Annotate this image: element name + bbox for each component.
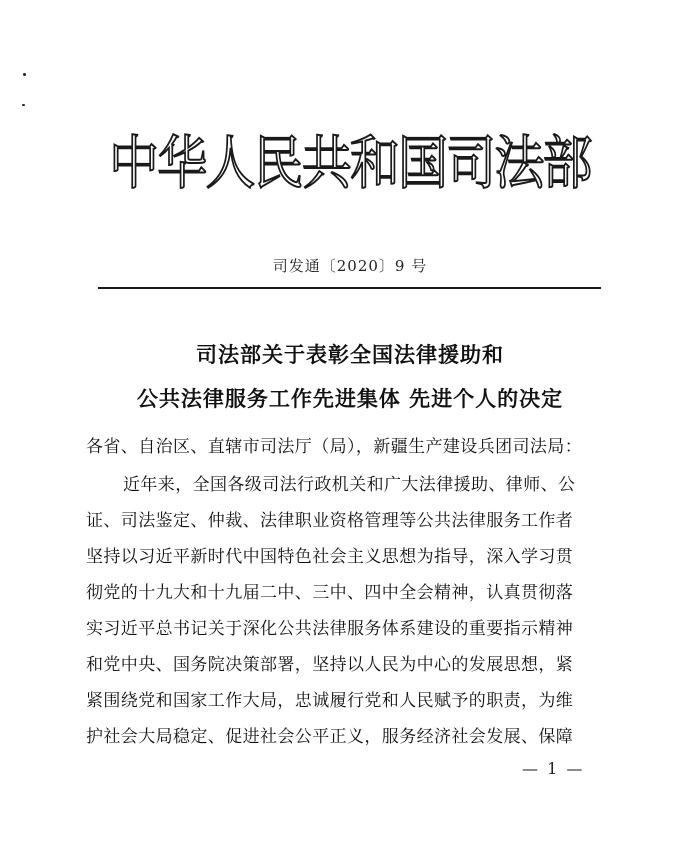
body-line: 和党中央、国务院决策部署，坚持以人民为中心的发展思想，紧 <box>86 655 574 675</box>
document-number: 司发通〔2020〕9 号 <box>272 257 428 275</box>
document-title-line-1: 司法部关于表彰全国法律援助和 <box>196 343 504 367</box>
header-divider <box>98 287 601 289</box>
body-line: 护社会大局稳定、促进社会公平正义，服务经济社会发展、保障 <box>86 727 574 747</box>
body-line: 实习近平总书记关于深化公共法律服务体系建设的重要指示精神 <box>86 619 574 639</box>
body-line: 彻党的十九大和十九届二中、三中、四中全会精神，认真贯彻落 <box>86 583 574 603</box>
page-number: — 1 — <box>522 759 585 778</box>
body-line: 紧围绕党和国家工作大局，忠诚履行党和人民赋予的职责，为维 <box>86 691 574 711</box>
scan-speck <box>22 104 25 106</box>
scan-speck <box>23 73 26 76</box>
document-title-line-2: 公共法律服务工作先进集体 先进个人的决定 <box>136 387 564 411</box>
issuer-heading: 中华人民共和国司法部 <box>109 129 591 197</box>
body-line: 证、司法鉴定、仲裁、法律职业资格管理等公共法律服务工作者 <box>86 511 574 531</box>
addressee-line: 各省、自治区、直辖市司法厅（局），新疆生产建设兵团司法局： <box>86 437 583 457</box>
body-line: 坚持以习近平新时代中国特色社会主义思想为指导，深入学习贯 <box>86 547 574 567</box>
body-line: 近年来，全国各级司法行政机关和广大法律援助、律师、公 <box>123 475 576 495</box>
